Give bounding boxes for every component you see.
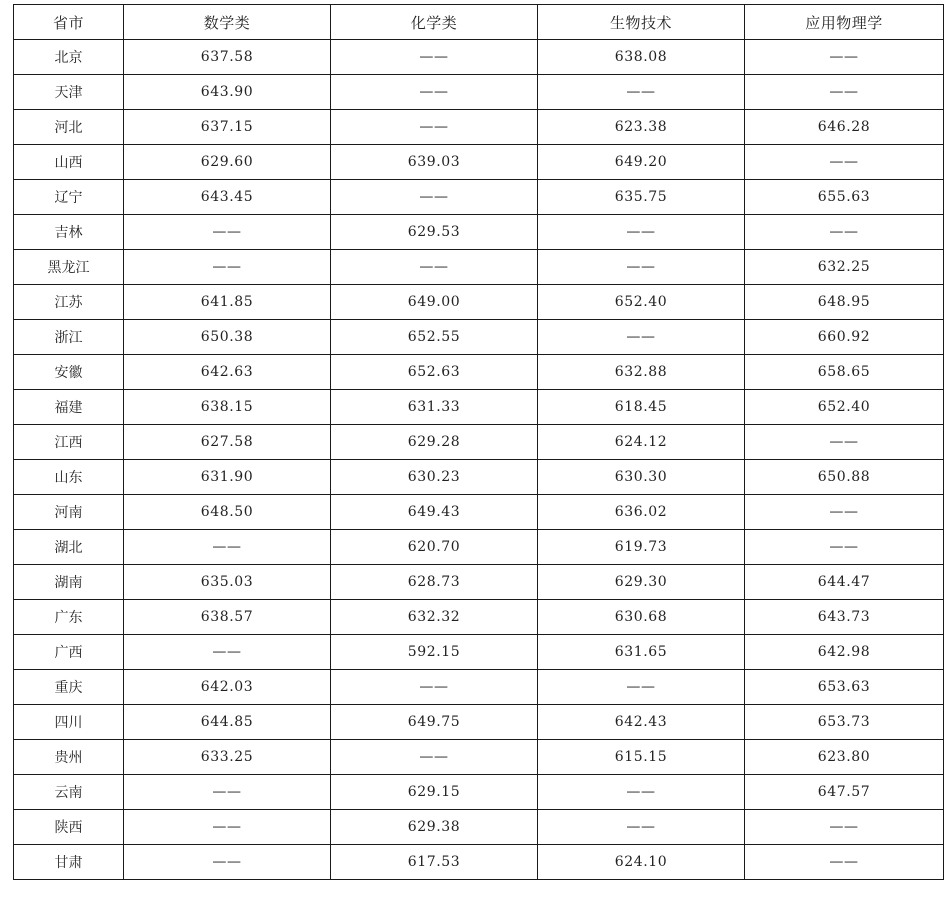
chem-score-cell: —— bbox=[331, 75, 538, 110]
physics-score-cell: 643.73 bbox=[745, 600, 944, 635]
physics-score-cell: 647.57 bbox=[745, 775, 944, 810]
table-row bbox=[14, 250, 944, 285]
physics-score-cell: —— bbox=[745, 215, 944, 250]
province-cell: 湖南 bbox=[14, 565, 124, 600]
table-row bbox=[14, 425, 944, 460]
province-cell: 黑龙江 bbox=[14, 250, 124, 285]
province-cell: 江苏 bbox=[14, 285, 124, 320]
province-cell: 天津 bbox=[14, 75, 124, 110]
bio-score-cell: —— bbox=[538, 670, 745, 705]
math-score-cell: 638.15 bbox=[124, 390, 331, 425]
physics-score-cell: 650.88 bbox=[745, 460, 944, 495]
math-score-cell: —— bbox=[124, 775, 331, 810]
physics-score-cell: 653.63 bbox=[745, 670, 944, 705]
table-row bbox=[14, 845, 944, 880]
table-row bbox=[14, 495, 944, 530]
bio-score-cell: 649.20 bbox=[538, 145, 745, 180]
chem-score-cell: 652.63 bbox=[331, 355, 538, 390]
table-row bbox=[14, 355, 944, 390]
bio-score-cell: 638.08 bbox=[538, 40, 745, 75]
math-score-cell: 644.85 bbox=[124, 705, 331, 740]
math-score-cell: 642.63 bbox=[124, 355, 331, 390]
bio-score-cell: 624.12 bbox=[538, 425, 745, 460]
math-score-cell: 643.90 bbox=[124, 75, 331, 110]
bio-score-cell: —— bbox=[538, 810, 745, 845]
province-cell: 吉林 bbox=[14, 215, 124, 250]
physics-score-cell: 644.47 bbox=[745, 565, 944, 600]
header-biotechnology: 生物技术 bbox=[538, 5, 745, 40]
math-score-cell: 650.38 bbox=[124, 320, 331, 355]
math-score-cell: —— bbox=[124, 810, 331, 845]
province-cell: 云南 bbox=[14, 775, 124, 810]
chem-score-cell: 592.15 bbox=[331, 635, 538, 670]
province-cell: 山西 bbox=[14, 145, 124, 180]
chem-score-cell: 649.43 bbox=[331, 495, 538, 530]
province-cell: 甘肃 bbox=[14, 845, 124, 880]
chem-score-cell: 620.70 bbox=[331, 530, 538, 565]
bio-score-cell: 623.38 bbox=[538, 110, 745, 145]
table-row bbox=[14, 565, 944, 600]
table-header bbox=[14, 5, 944, 40]
header-applied-physics: 应用物理学 bbox=[745, 5, 944, 40]
math-score-cell: 627.58 bbox=[124, 425, 331, 460]
bio-score-cell: 615.15 bbox=[538, 740, 745, 775]
province-cell: 重庆 bbox=[14, 670, 124, 705]
province-cell: 北京 bbox=[14, 40, 124, 75]
province-cell: 江西 bbox=[14, 425, 124, 460]
table-row bbox=[14, 390, 944, 425]
math-score-cell: 642.03 bbox=[124, 670, 331, 705]
header-mathematics: 数学类 bbox=[124, 5, 331, 40]
physics-score-cell: —— bbox=[745, 810, 944, 845]
header-chemistry: 化学类 bbox=[331, 5, 538, 40]
chem-score-cell: 649.00 bbox=[331, 285, 538, 320]
province-cell: 辽宁 bbox=[14, 180, 124, 215]
chem-score-cell: 629.53 bbox=[331, 215, 538, 250]
chem-score-cell: —— bbox=[331, 250, 538, 285]
table-row bbox=[14, 40, 944, 75]
bio-score-cell: —— bbox=[538, 75, 745, 110]
math-score-cell: —— bbox=[124, 530, 331, 565]
chem-score-cell: 652.55 bbox=[331, 320, 538, 355]
table-row bbox=[14, 635, 944, 670]
table-row bbox=[14, 740, 944, 775]
province-cell: 河北 bbox=[14, 110, 124, 145]
table-row bbox=[14, 600, 944, 635]
province-cell: 安徽 bbox=[14, 355, 124, 390]
physics-score-cell: 648.95 bbox=[745, 285, 944, 320]
chem-score-cell: 629.28 bbox=[331, 425, 538, 460]
math-score-cell: 641.85 bbox=[124, 285, 331, 320]
chem-score-cell: 630.23 bbox=[331, 460, 538, 495]
bio-score-cell: —— bbox=[538, 320, 745, 355]
physics-score-cell: —— bbox=[745, 40, 944, 75]
math-score-cell: 643.45 bbox=[124, 180, 331, 215]
bio-score-cell: 652.40 bbox=[538, 285, 745, 320]
physics-score-cell: 653.73 bbox=[745, 705, 944, 740]
table-row bbox=[14, 670, 944, 705]
bio-score-cell: 624.10 bbox=[538, 845, 745, 880]
physics-score-cell: 646.28 bbox=[745, 110, 944, 145]
table-body bbox=[14, 40, 944, 880]
table-row bbox=[14, 285, 944, 320]
bio-score-cell: 629.30 bbox=[538, 565, 745, 600]
chem-score-cell: —— bbox=[331, 180, 538, 215]
physics-score-cell: 652.40 bbox=[745, 390, 944, 425]
table-row bbox=[14, 810, 944, 845]
table-row bbox=[14, 180, 944, 215]
chem-score-cell: 628.73 bbox=[331, 565, 538, 600]
chem-score-cell: 632.32 bbox=[331, 600, 538, 635]
chem-score-cell: 629.38 bbox=[331, 810, 538, 845]
bio-score-cell: 636.02 bbox=[538, 495, 745, 530]
chem-score-cell: 649.75 bbox=[331, 705, 538, 740]
table-row bbox=[14, 530, 944, 565]
table-row bbox=[14, 320, 944, 355]
physics-score-cell: —— bbox=[745, 145, 944, 180]
math-score-cell: —— bbox=[124, 635, 331, 670]
bio-score-cell: 632.88 bbox=[538, 355, 745, 390]
bio-score-cell: —— bbox=[538, 215, 745, 250]
province-cell: 浙江 bbox=[14, 320, 124, 355]
province-cell: 陕西 bbox=[14, 810, 124, 845]
math-score-cell: 631.90 bbox=[124, 460, 331, 495]
physics-score-cell: —— bbox=[745, 75, 944, 110]
bio-score-cell: 630.68 bbox=[538, 600, 745, 635]
bio-score-cell: 619.73 bbox=[538, 530, 745, 565]
score-table bbox=[13, 4, 944, 880]
bio-score-cell: —— bbox=[538, 775, 745, 810]
province-cell: 贵州 bbox=[14, 740, 124, 775]
chem-score-cell: —— bbox=[331, 740, 538, 775]
table-row bbox=[14, 75, 944, 110]
chem-score-cell: 629.15 bbox=[331, 775, 538, 810]
table-row bbox=[14, 215, 944, 250]
chem-score-cell: —— bbox=[331, 670, 538, 705]
province-cell: 湖北 bbox=[14, 530, 124, 565]
math-score-cell: 635.03 bbox=[124, 565, 331, 600]
bio-score-cell: 631.65 bbox=[538, 635, 745, 670]
math-score-cell: 637.58 bbox=[124, 40, 331, 75]
bio-score-cell: 642.43 bbox=[538, 705, 745, 740]
province-cell: 四川 bbox=[14, 705, 124, 740]
province-cell: 山东 bbox=[14, 460, 124, 495]
physics-score-cell: 642.98 bbox=[745, 635, 944, 670]
math-score-cell: 637.15 bbox=[124, 110, 331, 145]
physics-score-cell: 632.25 bbox=[745, 250, 944, 285]
bio-score-cell: 618.45 bbox=[538, 390, 745, 425]
header-row bbox=[14, 5, 944, 40]
chem-score-cell: —— bbox=[331, 40, 538, 75]
math-score-cell: 633.25 bbox=[124, 740, 331, 775]
province-cell: 广西 bbox=[14, 635, 124, 670]
physics-score-cell: —— bbox=[745, 845, 944, 880]
table-row bbox=[14, 460, 944, 495]
header-province: 省市 bbox=[14, 5, 124, 40]
chem-score-cell: 617.53 bbox=[331, 845, 538, 880]
table-row bbox=[14, 775, 944, 810]
physics-score-cell: —— bbox=[745, 530, 944, 565]
physics-score-cell: 623.80 bbox=[745, 740, 944, 775]
chem-score-cell: —— bbox=[331, 110, 538, 145]
math-score-cell: 648.50 bbox=[124, 495, 331, 530]
math-score-cell: —— bbox=[124, 250, 331, 285]
math-score-cell: 629.60 bbox=[124, 145, 331, 180]
physics-score-cell: 660.92 bbox=[745, 320, 944, 355]
province-cell: 广东 bbox=[14, 600, 124, 635]
table-row bbox=[14, 145, 944, 180]
chem-score-cell: 639.03 bbox=[331, 145, 538, 180]
province-cell: 河南 bbox=[14, 495, 124, 530]
physics-score-cell: —— bbox=[745, 495, 944, 530]
clipped-footer-text bbox=[0, 903, 944, 909]
chem-score-cell: 631.33 bbox=[331, 390, 538, 425]
bio-score-cell: 630.30 bbox=[538, 460, 745, 495]
physics-score-cell: —— bbox=[745, 425, 944, 460]
bio-score-cell: 635.75 bbox=[538, 180, 745, 215]
math-score-cell: —— bbox=[124, 845, 331, 880]
physics-score-cell: 655.63 bbox=[745, 180, 944, 215]
physics-score-cell: 658.65 bbox=[745, 355, 944, 390]
table-row bbox=[14, 110, 944, 145]
province-cell: 福建 bbox=[14, 390, 124, 425]
math-score-cell: —— bbox=[124, 215, 331, 250]
table-row bbox=[14, 705, 944, 740]
bio-score-cell: —— bbox=[538, 250, 745, 285]
math-score-cell: 638.57 bbox=[124, 600, 331, 635]
